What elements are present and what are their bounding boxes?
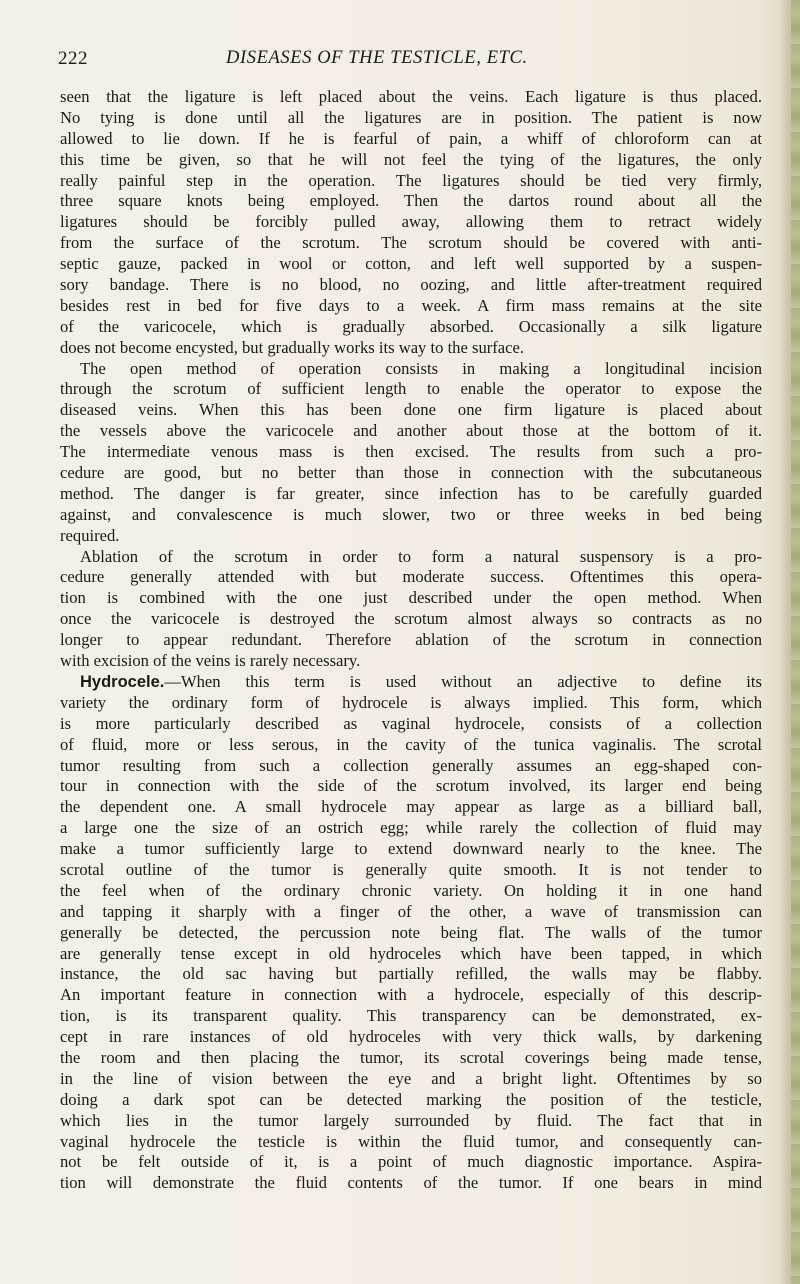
text-line: allowed to lie down. If he is fearful of pain, a whiff of chloroform can at <box>60 128 762 148</box>
text-line: doing a dark spot can be detected marking the position of the testicle, <box>60 1089 762 1109</box>
text-line: is more particularly described as vaginal hydrocele, consists of a collection <box>60 713 762 733</box>
text-line: three square knots being employed. Then the dartos round about all the <box>60 191 762 211</box>
text-line: cedure generally attended with but moderate success. Oftentimes this opera- <box>60 567 762 587</box>
page-header <box>58 48 758 72</box>
text-line: the room and then placing the tumor, its scrotal coverings being made tense, <box>60 1047 762 1067</box>
text-line: The intermediate venous mass is then excised. The results from such a pro- <box>60 442 762 462</box>
text-line: cedure are good, but no better than those in connection with the subcutaneous <box>60 463 762 483</box>
text-line: does not become encysted, but gradually works its way to the surface. <box>60 337 525 357</box>
text-line: tion will demonstrate the fluid contents of the tumor. If one bears in mind <box>60 1173 762 1193</box>
text-line: variety the ordinary form of hydrocele is always implied. This form, which <box>60 692 762 712</box>
text-line: diseased veins. When this has been done one firm ligature is placed about <box>60 400 762 420</box>
text-line: An important feature in connection with a hydrocele, especially of this descrip- <box>60 985 762 1005</box>
text-line: ligatures should be forcibly pulled away, allowing them to retract widely <box>60 212 762 232</box>
text-line: of fluid, more or less serous, in the cavity of the tunica vaginalis. The scrotal <box>60 734 762 754</box>
text-line: a large one the size of an ostrich egg; while rarely the collection of fluid may <box>60 818 762 838</box>
text-line: instance, the old sac having but partially refilled, the walls may be flabby. <box>60 964 762 984</box>
text-line: through the scrotum of sufficient length to enable the operator to expose the <box>60 379 762 399</box>
text-line: scrotal outline of the tumor is generally quite smooth. It is not tender to <box>60 859 762 879</box>
text-line: generally be detected, the percussion note being flat. The walls of the tumor <box>60 922 762 942</box>
paragraph-first-line: The open method of operation consists in making a longitudinal incision <box>80 358 762 378</box>
text-line: from the surface of the scrotum. The scrotum should be covered with anti- <box>60 233 762 253</box>
text-line: tion, is its transparent quality. This transparency can be demonstrated, ex- <box>60 1006 762 1026</box>
section-term: Hydrocele. <box>80 672 165 691</box>
text-line: really painful step in the operation. The ligatures should be tied very firmly, <box>60 170 762 190</box>
text-line: the dependent one. A small hydrocele may appear as large as a billiard ball, <box>60 797 762 817</box>
text-line: the vessels above the varicocele and another about those at the bottom of it. <box>60 421 762 441</box>
text-line: which lies in the tumor largely surrounded by fluid. The fact that in <box>60 1110 762 1130</box>
text-line: septic gauze, packed in wool or cotton, and left well supported by a suspen- <box>60 254 762 274</box>
text-line: tumor resulting from such a collection generally assumes an egg-shaped con- <box>60 755 762 775</box>
text-line: required. <box>60 525 120 545</box>
text-line: the feel when of the ordinary chronic variety. On holding it in one hand <box>60 880 762 900</box>
text-line: besides rest in bed for five days to a week. A firm mass remains at the site <box>60 295 762 315</box>
page-number: 222 <box>58 48 88 69</box>
text-line: No tying is done until all the ligatures are in position. The patient is now <box>60 107 762 127</box>
text-line: tour in connection with the side of the scrotum involved, its larger end being <box>60 776 762 796</box>
paragraph-first-line: Ablation of the scrotum in order to form a natural suspensory is a pro- <box>80 546 762 566</box>
text-line: vaginal hydrocele the testicle is within the fluid tumor, and consequently can- <box>60 1131 762 1151</box>
text-line: once the varicocele is destroyed the scrotum almost always so contracts as no <box>60 609 762 629</box>
body-text <box>60 87 762 1194</box>
text-line: tion is combined with the one just described under the open method. When <box>60 588 762 608</box>
text-line: make a tumor sufficiently large to extend downward nearly to the knee. The <box>60 839 762 859</box>
text-line: sory bandage. There is no blood, no oozing, and little after-treatment required <box>60 275 762 295</box>
page-edge-strip <box>791 0 800 1284</box>
section-first-line-text: —When this term is used without an adjective to define its <box>164 671 762 691</box>
running-title: DISEASES OF THE TESTICLE, ETC. <box>226 48 528 68</box>
text-line: with excision of the veins is rarely necessary. <box>60 651 361 671</box>
text-line: method. The danger is far greater, since infection has to be carefully guarded <box>60 483 762 503</box>
text-line: are generally tense except in old hydroceles which have been tapped, in which <box>60 943 762 963</box>
text-line: against, and convalescence is much slower, two or three weeks in bed being <box>60 504 762 524</box>
text-line: longer to appear redundant. Therefore ablation of the scrotum in connection <box>60 630 762 650</box>
text-line: cept in rare instances of old hydroceles with very thick walls, by darkening <box>60 1027 762 1047</box>
text-line: and tapping it sharply with a finger of the other, a wave of transmission can <box>60 901 762 921</box>
text-line: in the line of vision between the eye and a bright light. Oftentimes by so <box>60 1068 762 1088</box>
section-first-line <box>60 672 762 693</box>
text-line: this time be given, so that he will not feel the tying of the ligatures, the only <box>60 149 762 169</box>
text-line: not be felt outside of it, is a point of much diagnostic importance. Aspira- <box>60 1152 762 1172</box>
text-line: of the varicocele, which is gradually absorbed. Occasionally a silk ligature <box>60 316 762 336</box>
text-line: seen that the ligature is left placed about the veins. Each ligature is thus placed. <box>60 87 762 106</box>
